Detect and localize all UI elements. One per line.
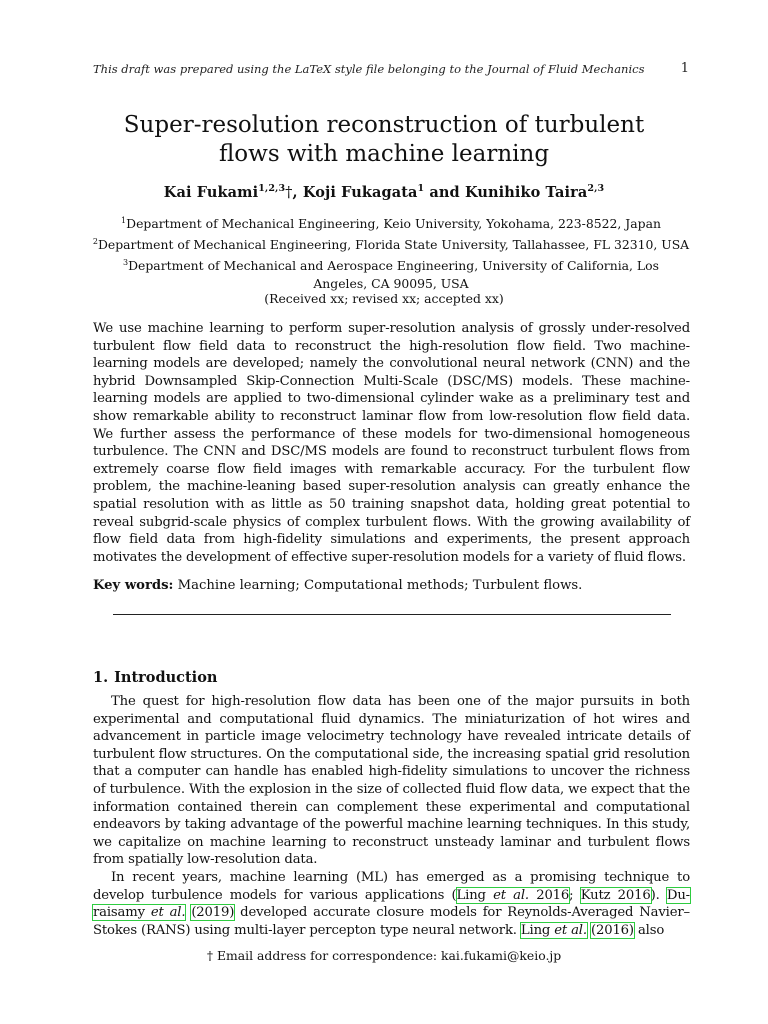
cite-ling-etal: et al. [493, 887, 529, 903]
affiliations [92, 212, 690, 293]
citation-ling-2016[interactable] [457, 888, 570, 903]
author-1-affil: 1,2,3 [258, 183, 286, 194]
cite-ling-b-etal: et al. [554, 922, 587, 938]
affiliation-1-mark: 1 [121, 216, 127, 225]
abstract: We use machine learning to perform super-resolution analysis of grossly under-resolved turbulent flow field data to reconstruct the high-resolution flow field. Two machine-learning models are developed; namely the convolutional neural network (CNN) and the hybrid Downsampled Skip-Connection Multi-Scale (DSC/MS) models. These machine-learning models are applied to two-dimensional cylinder wake as a preliminary test and show remarkable ability to reconstruct laminar flow from low-resolution flow field data. We further assess the performance of these models for two-dimensional homogeneous turbulence. The CNN and DSC/MS models are found to reconstruct turbulent flows from extremely coarse flow field images with remarkable accuracy. For the turbulent flow problem, the machine-leaning based super-resolution analysis can greatly enhance the spatial resolution with as little as 50 training snapshot data, holding great potential to reveal subgrid-scale physics of complex turbulent flows. With the growing availability of flow field data from high-fidelity simulations and experiments, the present approach motivates the development of effective super-resolution models for a variety of fluid flows. [93, 321, 690, 565]
title-line-1: Super-resolution reconstruction of turbulent [123, 112, 645, 138]
cite-duraisamy-name: Du-raisamy [93, 887, 690, 921]
author-and: and [429, 183, 460, 201]
section-heading [93, 669, 217, 686]
cite-separator: ; [569, 887, 581, 903]
para2-text-c: developed accurate closure models for Reynolds-Averaged Navier–Stokes (RANS) using multi-layer percepton type neural network. [93, 905, 690, 938]
affiliation-2-text: Department of Mechanical Engineering, Florida State University, Tallahassee, FL 32310, USA [97, 237, 690, 253]
citation-duraisamy-year[interactable]: (2019) [191, 905, 235, 921]
running-header-text: This draft was prepared using the LaTeX style file belonging to the Journal of Fluid Mechanics [93, 62, 645, 76]
affiliation-3-text: Department of Mechanical and Aerospace Engineering, University of California, Los Angeles, CA 90095, USA [128, 258, 659, 292]
section-title: Introduction [114, 669, 218, 686]
cite-duraisamy-etal: et al. [150, 905, 186, 921]
affiliation-3 [92, 254, 690, 293]
affiliation-2-mark: 2 [92, 237, 98, 247]
affiliation-1 [92, 212, 690, 233]
para2-text-d: also [633, 922, 665, 938]
paper-title [80, 111, 688, 169]
author-1: Kai Fukami [163, 183, 259, 201]
author-list: Kai Fukami$^{1,2,3}$†, Koji Fukagata$^1$ and Kunihiko Taira$^{2,3}$ [163, 183, 605, 201]
affiliation-1-text: Department of Mechanical Engineering, Keio University, Yokohama, 223-8522, Japan [126, 216, 661, 232]
author-2-affil: 1 [417, 183, 425, 194]
introduction-body [93, 693, 690, 939]
citation-kutz-2016[interactable]: Kutz 2016 [580, 887, 651, 903]
page-number: 1 [680, 61, 689, 76]
title-line-2: flows with machine learning [218, 141, 550, 167]
author-3-affil: 2,3 [587, 183, 605, 194]
correspondence-footnote: † Email address for correspondence: kai.fukami@keio.jp [206, 948, 562, 963]
running-header [93, 62, 689, 76]
keywords-text: Machine learning; Computational methods; Turbulent flows. [177, 578, 583, 593]
para2-text-b: ). [650, 887, 667, 903]
author-1-dagger: † [285, 184, 293, 201]
para2-text-a: In recent years, machine learning (ML) has emerged as a promising technique to develop turbulence models for various applications ( [93, 869, 690, 903]
cite-ling-b-name: Ling [520, 922, 551, 938]
intro-paragraph-1: The quest for high-resolution flow data has been one of the major pursuits in both experimental and computational fluid dynamics. The miniaturization of hot wires and advancement in particle image velocimetry technology have revealed intricate details of turbulent flow structures. On the computational side, the increasing spatial grid resolution that a computer can handle has enabled high-fidelity simulations to uncover the richness of turbulence. With the explosion in the size of collected fluid flow data, we expect that the information contained therein can complement these experimental and computational endeavors by taking advantage of the powerful machine learning techniques. In this study, we capitalize on machine learning to reconstruct unsteady laminar and turbulent flows from spatially low-resolution data. [93, 694, 690, 868]
citation-ling-2016-b-year[interactable]: (2016) [590, 922, 634, 938]
cite-ling-name: Ling [456, 887, 486, 903]
keywords [93, 578, 690, 593]
affiliation-2 [92, 233, 690, 254]
received-dates: (Received xx; revised xx; accepted xx) [264, 291, 504, 306]
affiliation-3-mark: 3 [123, 258, 129, 268]
cite-ling-year: 2016 [536, 887, 570, 903]
citation-ling-2016-b[interactable] [521, 923, 587, 938]
intro-paragraph-2 [93, 869, 690, 939]
author-3: Kunihiko Taira [464, 183, 588, 201]
keywords-label: Key words: [93, 578, 174, 593]
separator-rule [113, 614, 671, 615]
section-number: 1. [93, 669, 109, 686]
author-2: Koji Fukagata [302, 183, 418, 201]
